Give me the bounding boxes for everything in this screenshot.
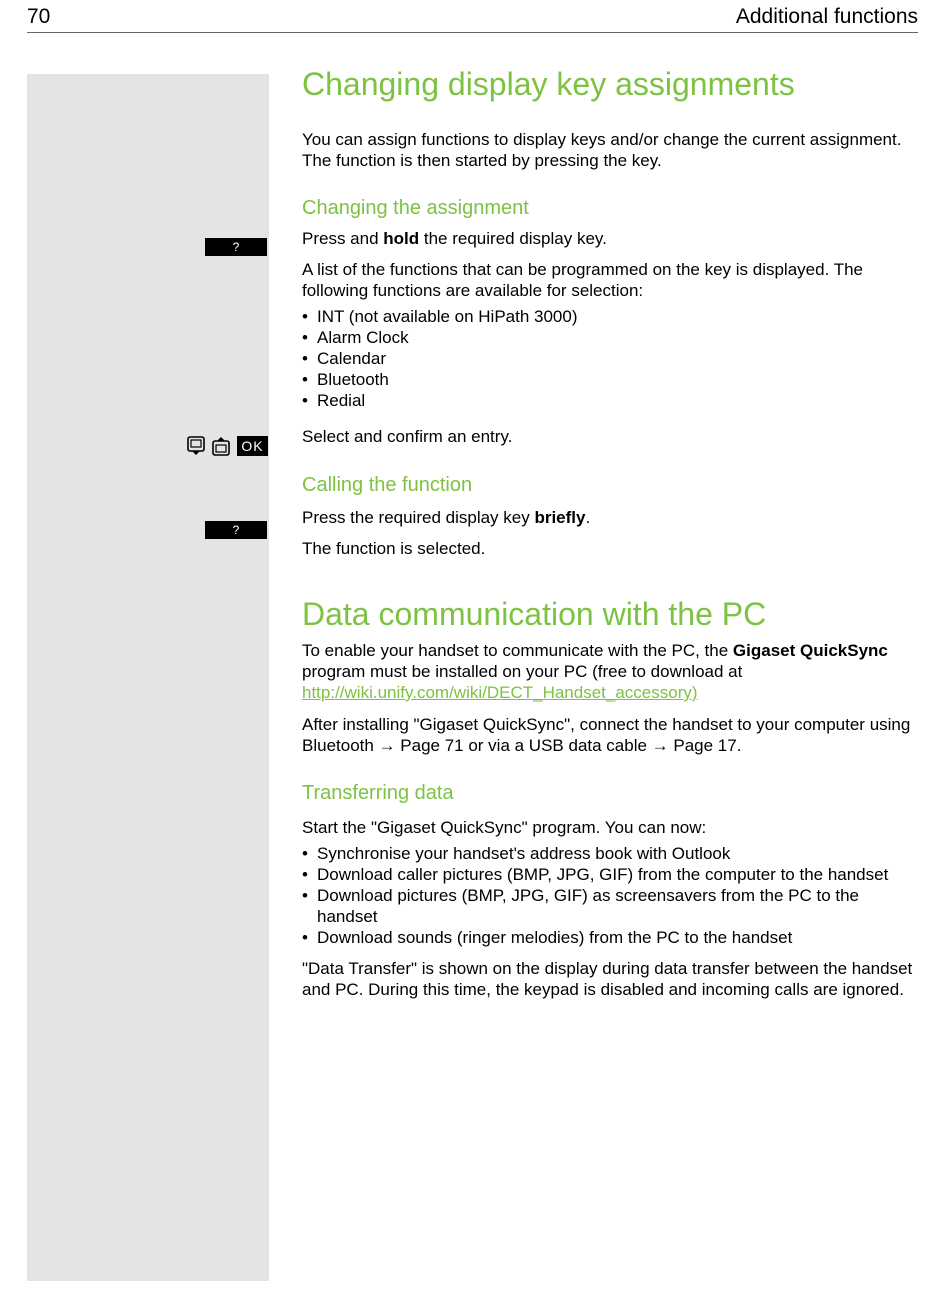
briefly-emphasis: briefly bbox=[534, 508, 586, 527]
subheading-transferring-data: Transferring data bbox=[302, 782, 454, 804]
list-item: • Redial bbox=[302, 390, 919, 411]
page-number: 70 bbox=[27, 5, 51, 28]
download-link[interactable]: http://wiki.unify.com/wiki/DECT_Handset_accessory) bbox=[302, 683, 698, 702]
list-item: • INT (not available on HiPath 3000) bbox=[302, 306, 919, 327]
main-content bbox=[302, 64, 919, 1000]
quicksync-paragraph: To enable your handset to communicate with the PC, the Gigaset QuickSync program must be installed on your PC (free to download at http://wiki.unify.com/wiki/DECT_Handset_accessory) bbox=[302, 641, 888, 702]
data-transfer-note: "Data Transfer" is shown on the display during data transfer between the handset and PC. During this time, the keypad is disabled and incoming calls are ignored. bbox=[302, 959, 913, 999]
intro-paragraph: You can assign functions to display keys and/or change the current assignment. The function is then started by pressing the key. bbox=[302, 130, 902, 170]
list-item: • Calendar bbox=[302, 348, 919, 369]
press-hold-instruction: Press and hold the required display key. bbox=[302, 229, 607, 248]
control-key-up-icon bbox=[212, 436, 230, 456]
section-title: Additional functions bbox=[735, 5, 918, 28]
list-item: • Bluetooth bbox=[302, 369, 919, 390]
heading-display-keys: Changing display key assignments bbox=[302, 66, 795, 102]
capability-list bbox=[302, 843, 919, 948]
connection-paragraph: After installing "Gigaset QuickSync", connect the handset to your computer using Bluetooth → Page 71 or via a USB data cable → Page 17. bbox=[302, 715, 911, 755]
subheading-calling-function: Calling the function bbox=[302, 474, 473, 496]
press-briefly-instruction: Press the required display key briefly. bbox=[302, 508, 591, 527]
function-list-intro: A list of the functions that can be programmed on the key is displayed. The following functions are available for selection: bbox=[302, 260, 864, 300]
control-key-down-icon bbox=[187, 436, 205, 456]
list-item: • Download sounds (ringer melodies) from the PC to the handset bbox=[302, 927, 919, 948]
list-item: • Download caller pictures (BMP, JPG, GIF) from the computer to the handset bbox=[302, 864, 919, 885]
function-list bbox=[302, 306, 919, 411]
ok-key-icon: OK bbox=[237, 436, 268, 456]
subheading-changing-assignment: Changing the assignment bbox=[302, 197, 529, 219]
list-item: • Synchronise your handset's address book with Outlook bbox=[302, 843, 919, 864]
function-selected-text: The function is selected. bbox=[302, 539, 486, 558]
start-program-text: Start the "Gigaset QuickSync" program. You can now: bbox=[302, 818, 707, 837]
display-key-icon: ? bbox=[205, 521, 267, 539]
list-item: • Alarm Clock bbox=[302, 327, 919, 348]
select-confirm-instruction: Select and confirm an entry. bbox=[302, 427, 513, 446]
display-key-icon: ? bbox=[205, 238, 267, 256]
header-divider bbox=[27, 32, 918, 33]
list-item: • Download pictures (BMP, JPG, GIF) as screensavers from the PC to the handset bbox=[302, 885, 919, 927]
hold-emphasis: hold bbox=[383, 229, 420, 248]
heading-data-communication: Data communication with the PC bbox=[302, 596, 767, 632]
quicksync-emphasis: Gigaset QuickSync bbox=[732, 641, 888, 660]
